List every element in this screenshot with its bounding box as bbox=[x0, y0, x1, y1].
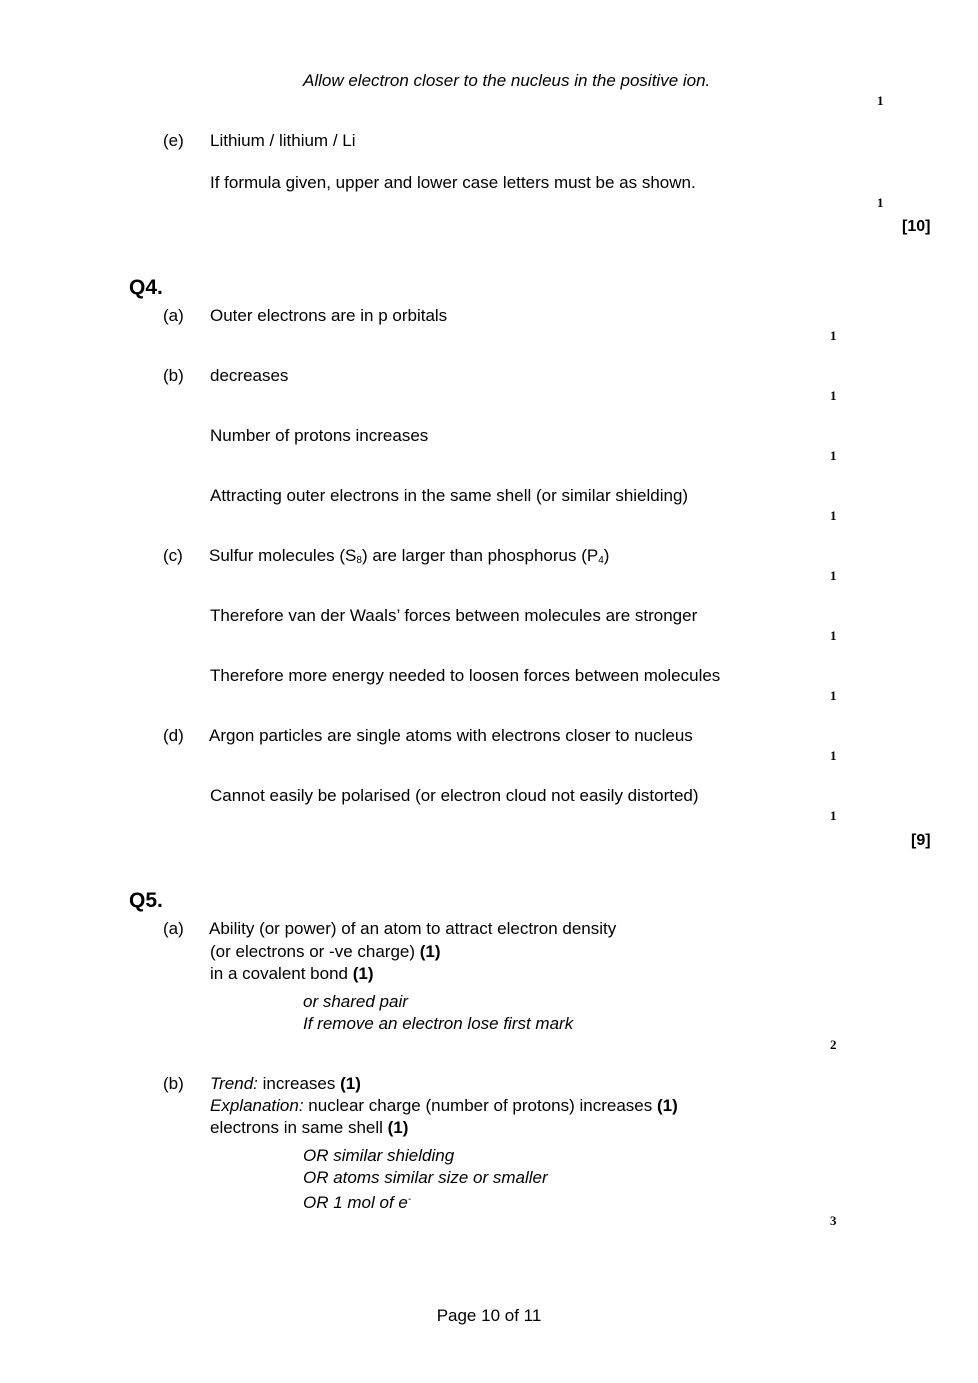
q4-a-label: (a) bbox=[163, 306, 184, 325]
q5-a-label: (a) bbox=[163, 919, 184, 938]
q4-total: [9] bbox=[911, 832, 931, 849]
q3-e-label: (e) bbox=[163, 131, 184, 150]
q3-note: Allow electron closer to the nucleus in the positive ion. bbox=[303, 71, 711, 90]
q4-d-mark2: 1 bbox=[830, 808, 837, 823]
q5-b-note2: OR atoms similar size or smaller bbox=[303, 1168, 548, 1187]
q4-b-mark1: 1 bbox=[830, 388, 837, 403]
q3-total: [10] bbox=[902, 218, 931, 235]
q5-b-line2: Explanation: nuclear charge (number of protons) increases (1) bbox=[210, 1096, 678, 1115]
q5-a-line2: (or electrons or -ve charge) (1) bbox=[210, 942, 441, 961]
q4-d-label: (d) bbox=[163, 726, 184, 745]
q4-c-text2: Therefore van der Waals’ forces between molecules are stronger bbox=[210, 606, 698, 625]
q4-a-mark: 1 bbox=[830, 328, 837, 343]
q4-a-text: Outer electrons are in p orbitals bbox=[210, 306, 448, 325]
q5-b-mark: 3 bbox=[830, 1213, 837, 1228]
q3-e-answer: Lithium / lithium / Li bbox=[210, 131, 356, 150]
q4-d-mark1: 1 bbox=[830, 748, 837, 763]
q3-mark-1: 1 bbox=[877, 93, 884, 108]
q4-b-mark3: 1 bbox=[830, 508, 837, 523]
q4-c-mark1: 1 bbox=[830, 568, 837, 583]
q5-b-note1: OR similar shielding bbox=[303, 1146, 455, 1165]
q4-c-mark2: 1 bbox=[830, 628, 837, 643]
q5-a-note2: If remove an electron lose first mark bbox=[303, 1014, 574, 1033]
q4-c-text3: Therefore more energy needed to loosen forces between molecules bbox=[210, 666, 721, 685]
q4-b-text3: Attracting outer electrons in the same shell (or similar shielding) bbox=[210, 486, 689, 505]
q5-a-line3: in a covalent bond (1) bbox=[210, 964, 374, 983]
q5-b-label: (b) bbox=[163, 1074, 184, 1093]
q4-c-label: (c) bbox=[163, 546, 183, 565]
q3-e-note: If formula given, upper and lower case letters must be as shown. bbox=[210, 173, 696, 192]
q5-b-line1: Trend: increases (1) bbox=[210, 1074, 361, 1093]
q5-a-line1: Ability (or power) of an atom to attract electron density bbox=[209, 919, 617, 938]
q5-heading: Q5. bbox=[129, 889, 163, 912]
q4-heading: Q4. bbox=[129, 276, 163, 299]
q4-d-text1: Argon particles are single atoms with electrons closer to nucleus bbox=[209, 726, 693, 745]
q5-a-mark: 2 bbox=[830, 1037, 837, 1052]
q5-b-line3: electrons in same shell (1) bbox=[210, 1118, 409, 1137]
q4-d-text2: Cannot easily be polarised (or electron cloud not easily distorted) bbox=[210, 786, 699, 805]
q4-b-label: (b) bbox=[163, 366, 184, 385]
q3-mark-2: 1 bbox=[877, 195, 884, 210]
q4-c-text1: Sulfur molecules $(S_8)$ are larger than phosphorus $(P_4)$ bbox=[209, 546, 610, 566]
q4-b-text2: Number of protons increases bbox=[210, 426, 429, 445]
q5-a-note1: or shared pair bbox=[303, 992, 408, 1011]
page-number: Page 10 of 11 bbox=[436, 1306, 542, 1325]
q4-b-text1: decreases bbox=[210, 366, 289, 385]
q5-b-note3: OR 1 mol of e- bbox=[303, 1193, 412, 1212]
q4-b-mark2: 1 bbox=[830, 448, 837, 463]
q4-c-mark3: 1 bbox=[830, 688, 837, 703]
